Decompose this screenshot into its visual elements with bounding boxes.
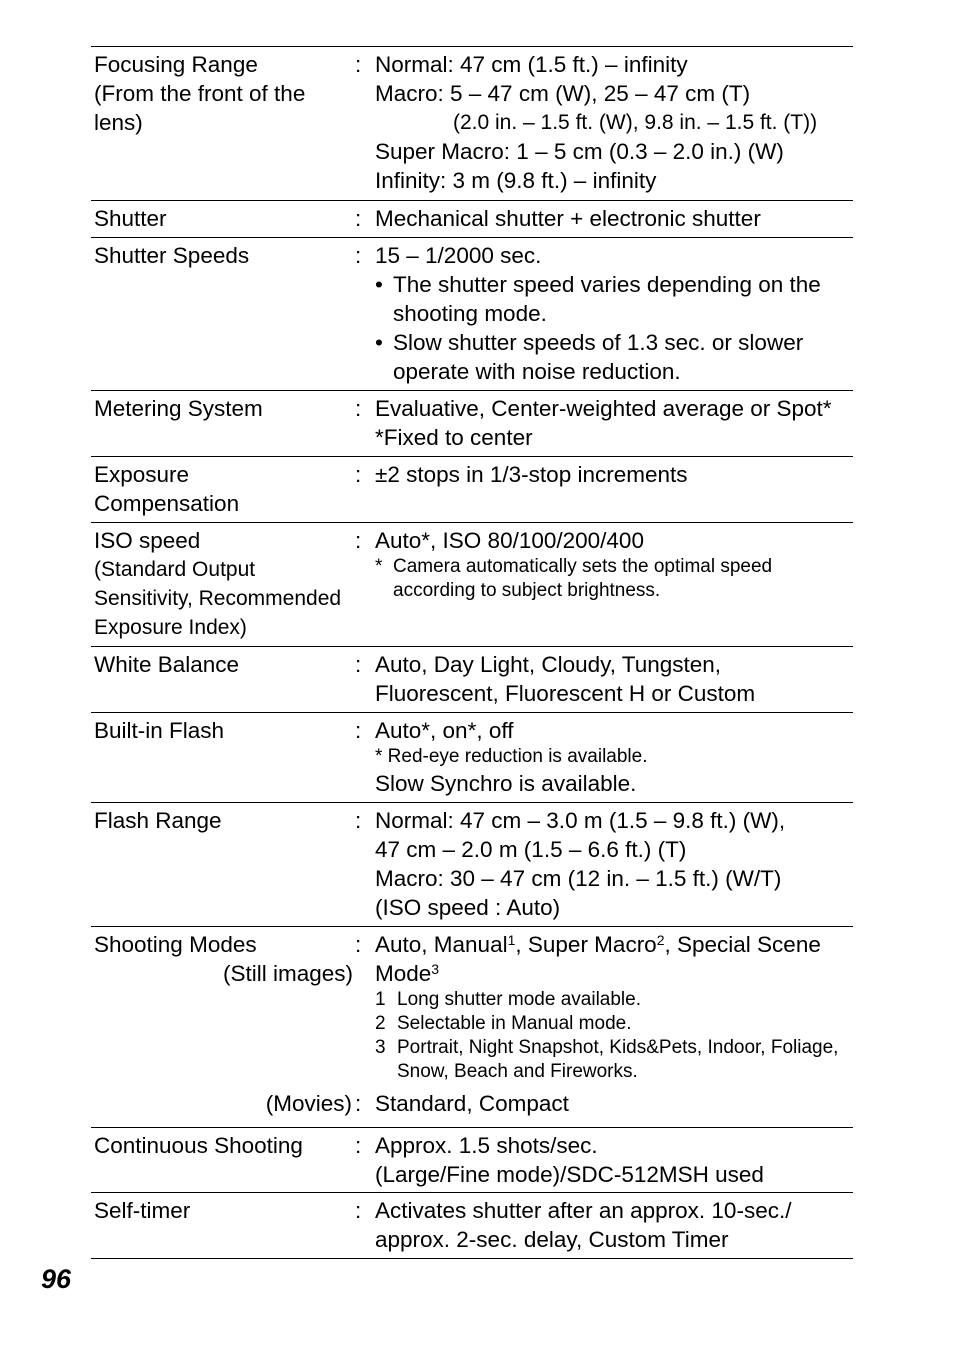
row-label: Shutter bbox=[94, 206, 167, 231]
spec-table bbox=[91, 46, 853, 1259]
value-line: Normal: 47 cm (1.5 ft.) – infinity bbox=[375, 52, 688, 77]
colon: : bbox=[355, 206, 362, 231]
row-label bbox=[94, 930, 356, 988]
spec-row-exposure-compensation bbox=[91, 457, 853, 523]
footnote: 3 Portrait, Night Snapshot, Kids&Pets, Indoor, Foliage, Snow, Beach and Fireworks. bbox=[375, 1037, 839, 1082]
row-value bbox=[375, 927, 853, 1084]
label-line: ISO speed bbox=[94, 528, 201, 553]
bullet-text: The shutter speed varies depending on the shooting mode. bbox=[393, 272, 821, 326]
label-line: Sensitivity, Recommended bbox=[94, 587, 342, 610]
label-line: Shooting Modes bbox=[94, 932, 257, 957]
value-line: 15 – 1/2000 sec. bbox=[375, 243, 542, 268]
footnote bbox=[375, 555, 851, 603]
page-number: 96 bbox=[41, 1264, 72, 1294]
label-line: Exposure Index) bbox=[94, 616, 247, 639]
label-line: (Still images) bbox=[222, 961, 353, 986]
value-line: Super Macro: 1 – 5 cm (0.3 – 2.0 in.) (W) bbox=[375, 139, 784, 164]
value-line: Macro: 5 – 47 cm (W), 25 – 47 cm (T) bbox=[375, 81, 751, 106]
row-label: Metering System bbox=[94, 396, 263, 421]
row-value bbox=[375, 713, 853, 803]
colon: : bbox=[355, 52, 362, 77]
value-line: 47 cm – 2.0 m (1.5 – 6.6 ft.) (T) bbox=[375, 837, 687, 862]
row-label bbox=[94, 50, 356, 137]
value-line: (ISO speed : Auto) bbox=[375, 895, 561, 920]
colon: : bbox=[355, 1198, 362, 1223]
colon: : bbox=[355, 1091, 362, 1116]
row-label: (Movies) bbox=[265, 1091, 352, 1116]
row-value bbox=[375, 391, 853, 457]
row-value: ±2 stops in 1/3-stop increments bbox=[375, 462, 688, 487]
value-line: (Large/Fine mode)/SDC-512MSH used bbox=[375, 1162, 764, 1187]
row-value bbox=[375, 803, 853, 927]
value-line: *Fixed to center bbox=[375, 425, 533, 450]
label-line: (Standard Output bbox=[94, 558, 256, 581]
row-value bbox=[375, 1128, 853, 1194]
value-line: Auto, Manual$^1$, Super Macro$^2$, Special Scene bbox=[375, 932, 821, 957]
colon: : bbox=[355, 528, 362, 553]
value-line: Slow Synchro is available. bbox=[375, 771, 637, 796]
row-label: Shutter Speeds bbox=[94, 243, 250, 268]
bullet-item: • The shutter speed varies depending on the shooting mode. bbox=[375, 270, 851, 328]
value-line: approx. 2-sec. delay, Custom Timer bbox=[375, 1227, 729, 1252]
colon: : bbox=[355, 243, 362, 268]
value-line: Normal: 47 cm – 3.0 m (1.5 – 9.8 ft.) (W), bbox=[375, 808, 786, 833]
value-line: Approx. 1.5 shots/sec. bbox=[375, 1133, 598, 1158]
value-line: (2.0 in. – 1.5 ft. (W), 9.8 in. – 1.5 ft. (T)) bbox=[453, 111, 818, 134]
colon: : bbox=[355, 932, 362, 957]
row-label: Continuous Shooting bbox=[94, 1133, 303, 1158]
footnote-text: Camera automatically sets the optimal speed according to subject brightness. bbox=[393, 556, 773, 601]
value-line: Infinity: 3 m (9.8 ft.) – infinity bbox=[375, 168, 657, 193]
spec-row-iso-speed bbox=[91, 523, 853, 647]
row-label bbox=[94, 460, 356, 518]
bullet-text: Slow shutter speeds of 1.3 sec. or slower operate with noise reduction. bbox=[393, 330, 804, 384]
spec-row-shooting-modes bbox=[91, 927, 853, 1128]
label-line: Exposure bbox=[94, 462, 190, 487]
footnote: 2 Selectable in Manual mode. bbox=[375, 1013, 632, 1034]
spec-row-metering-system bbox=[91, 391, 853, 457]
colon: : bbox=[355, 808, 362, 833]
spec-row-white-balance bbox=[91, 647, 853, 713]
shooting-modes-movies bbox=[91, 1084, 853, 1120]
row-label: White Balance bbox=[94, 652, 240, 677]
row-label: Self-timer bbox=[94, 1198, 191, 1223]
value-line: Evaluative, Center-weighted average or Spot* bbox=[375, 396, 832, 421]
colon: : bbox=[355, 718, 362, 743]
label-line: Focusing Range bbox=[94, 52, 258, 77]
value-line: Auto*, on*, off bbox=[375, 718, 514, 743]
value-line: Auto, Day Light, Cloudy, Tungsten, bbox=[375, 652, 722, 677]
footnote: 1 Long shutter mode available. bbox=[375, 989, 641, 1010]
value-line: Activates shutter after an approx. 10-sec./ bbox=[375, 1198, 792, 1223]
row-label: Flash Range bbox=[94, 808, 222, 833]
footnote-mark: * bbox=[375, 556, 383, 577]
colon: : bbox=[355, 396, 362, 421]
row-value bbox=[375, 647, 853, 713]
spec-row-shutter bbox=[91, 201, 853, 238]
row-value: Mechanical shutter + electronic shutter bbox=[375, 206, 761, 231]
row-value bbox=[375, 523, 853, 608]
colon: : bbox=[355, 1133, 362, 1158]
row-label: Built-in Flash bbox=[94, 718, 225, 743]
label-line: lens) bbox=[94, 110, 143, 135]
spec-row-focusing-range bbox=[91, 47, 853, 201]
colon: : bbox=[355, 462, 362, 487]
row-value bbox=[375, 238, 853, 391]
spec-row-shutter-speeds bbox=[91, 238, 853, 391]
colon: : bbox=[355, 652, 362, 677]
row-value bbox=[375, 1193, 853, 1259]
value-line: Mode$^3$ bbox=[375, 961, 440, 986]
value-line: Auto*, ISO 80/100/200/400 bbox=[375, 528, 644, 553]
footnote: * Red-eye reduction is available. bbox=[375, 746, 648, 767]
spec-row-built-in-flash bbox=[91, 713, 853, 803]
label-line: Compensation bbox=[94, 491, 240, 516]
value-line: Fluorescent, Fluorescent H or Custom bbox=[375, 681, 756, 706]
label-line: (From the front of the bbox=[94, 81, 306, 106]
row-value: Standard, Compact bbox=[375, 1091, 569, 1116]
spec-row-flash-range bbox=[91, 803, 853, 927]
value-line: Macro: 30 – 47 cm (12 in. – 1.5 ft.) (W/T) bbox=[375, 866, 782, 891]
spec-row-continuous-shooting bbox=[91, 1128, 853, 1193]
bullet-item: • Slow shutter speeds of 1.3 sec. or slower operate with noise reduction. bbox=[375, 328, 851, 386]
row-value bbox=[375, 47, 853, 200]
row-label bbox=[94, 526, 356, 642]
spec-row-self-timer bbox=[91, 1193, 853, 1259]
